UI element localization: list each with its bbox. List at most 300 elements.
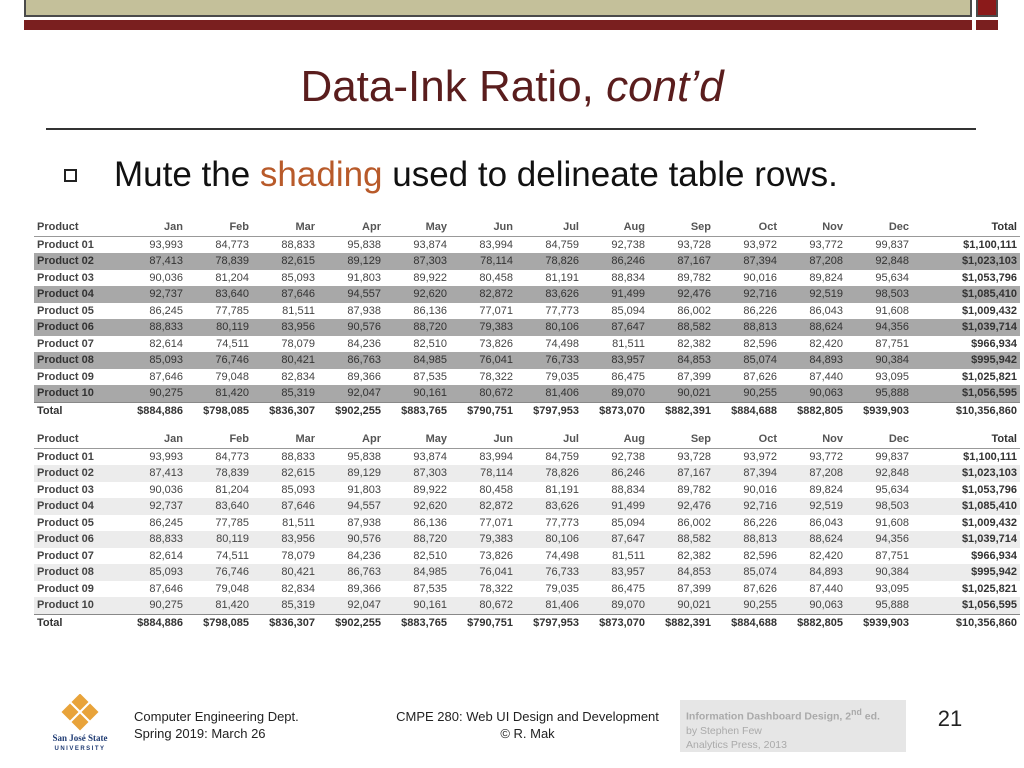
footer-course: CMPE 280: Web UI Design and Development bbox=[396, 709, 659, 724]
month-value-cell: 87,394 bbox=[714, 465, 780, 482]
column-total-cell: $902,255 bbox=[318, 402, 384, 419]
month-value-cell: 76,746 bbox=[186, 564, 252, 581]
month-value-cell: 87,938 bbox=[318, 303, 384, 320]
month-value-cell: 90,275 bbox=[120, 597, 186, 614]
product-name-cell: Product 03 bbox=[34, 482, 120, 499]
month-value-cell: 83,957 bbox=[582, 352, 648, 369]
row-total-cell: $1,053,796 bbox=[912, 482, 1020, 499]
month-value-cell: 93,772 bbox=[780, 236, 846, 253]
column-total-cell: $836,307 bbox=[252, 402, 318, 419]
month-value-cell: 95,838 bbox=[318, 236, 384, 253]
month-value-cell: 81,191 bbox=[516, 270, 582, 287]
product-name-cell: Product 07 bbox=[34, 548, 120, 565]
month-value-cell: 87,535 bbox=[384, 369, 450, 386]
column-header: Jul bbox=[516, 431, 582, 448]
row-total-cell: $995,942 bbox=[912, 564, 1020, 581]
table-row bbox=[34, 482, 1020, 499]
month-value-cell: 93,972 bbox=[714, 236, 780, 253]
row-total-cell: $1,056,595 bbox=[912, 597, 1020, 614]
column-total-cell: $882,391 bbox=[648, 614, 714, 631]
month-value-cell: 90,161 bbox=[384, 597, 450, 614]
month-value-cell: 92,519 bbox=[780, 498, 846, 515]
month-value-cell: 87,647 bbox=[582, 531, 648, 548]
month-value-cell: 92,716 bbox=[714, 498, 780, 515]
month-value-cell: 84,985 bbox=[384, 564, 450, 581]
month-value-cell: 88,720 bbox=[384, 319, 450, 336]
month-value-cell: 87,167 bbox=[648, 465, 714, 482]
row-total-cell: $1,009,432 bbox=[912, 515, 1020, 532]
product-name-cell: Product 01 bbox=[34, 448, 120, 465]
month-value-cell: 90,036 bbox=[120, 270, 186, 287]
month-value-cell: 81,511 bbox=[582, 336, 648, 353]
month-value-cell: 98,503 bbox=[846, 286, 912, 303]
month-value-cell: 80,106 bbox=[516, 319, 582, 336]
month-value-cell: 92,476 bbox=[648, 286, 714, 303]
month-value-cell: 88,813 bbox=[714, 531, 780, 548]
bullet-text bbox=[114, 155, 838, 195]
slide-title bbox=[0, 62, 1024, 112]
column-header: Mar bbox=[252, 431, 318, 448]
month-value-cell: 83,626 bbox=[516, 286, 582, 303]
footer-term: Spring 2019: March 26 bbox=[134, 726, 266, 741]
month-value-cell: 77,071 bbox=[450, 515, 516, 532]
month-value-cell: 86,043 bbox=[780, 515, 846, 532]
month-value-cell: 89,824 bbox=[780, 270, 846, 287]
product-name-cell: Product 08 bbox=[34, 352, 120, 369]
month-value-cell: 87,938 bbox=[318, 515, 384, 532]
month-value-cell: 86,246 bbox=[582, 253, 648, 270]
table-row bbox=[34, 515, 1020, 532]
month-value-cell: 82,834 bbox=[252, 369, 318, 386]
month-value-cell: 83,640 bbox=[186, 286, 252, 303]
month-value-cell: 87,167 bbox=[648, 253, 714, 270]
month-value-cell: 86,136 bbox=[384, 303, 450, 320]
month-value-cell: 80,119 bbox=[186, 531, 252, 548]
month-value-cell: 86,245 bbox=[120, 303, 186, 320]
row-total-cell: $1,056,595 bbox=[912, 385, 1020, 402]
product-name-cell: Product 04 bbox=[34, 498, 120, 515]
table-row bbox=[34, 498, 1020, 515]
month-value-cell: 88,624 bbox=[780, 531, 846, 548]
month-value-cell: 95,634 bbox=[846, 270, 912, 287]
bullet-highlight-word: shading bbox=[259, 155, 383, 194]
month-value-cell: 82,834 bbox=[252, 581, 318, 598]
month-value-cell: 84,773 bbox=[186, 236, 252, 253]
month-value-cell: 94,557 bbox=[318, 498, 384, 515]
month-value-cell: 90,161 bbox=[384, 385, 450, 402]
month-value-cell: 82,872 bbox=[450, 286, 516, 303]
row-total-cell: $966,934 bbox=[912, 336, 1020, 353]
ref-title bbox=[686, 705, 900, 724]
ref-publisher: Analytics Press, 2013 bbox=[686, 738, 787, 751]
month-value-cell: 85,319 bbox=[252, 597, 318, 614]
month-value-cell: 89,366 bbox=[318, 369, 384, 386]
month-value-cell: 78,839 bbox=[186, 253, 252, 270]
column-header: Sep bbox=[648, 431, 714, 448]
month-value-cell: 90,576 bbox=[318, 319, 384, 336]
month-value-cell: 79,035 bbox=[516, 581, 582, 598]
month-value-cell: 82,614 bbox=[120, 336, 186, 353]
column-total-cell: $873,070 bbox=[582, 402, 648, 419]
month-value-cell: 92,738 bbox=[582, 448, 648, 465]
column-header: Oct bbox=[714, 431, 780, 448]
total-label-cell: Total bbox=[34, 402, 120, 419]
month-value-cell: 99,837 bbox=[846, 236, 912, 253]
month-value-cell: 83,994 bbox=[450, 448, 516, 465]
table-row bbox=[34, 270, 1020, 287]
month-value-cell: 80,458 bbox=[450, 482, 516, 499]
month-value-cell: 84,236 bbox=[318, 548, 384, 565]
month-value-cell: 92,737 bbox=[120, 286, 186, 303]
table-row bbox=[34, 319, 1020, 336]
month-value-cell: 99,837 bbox=[846, 448, 912, 465]
month-value-cell: 88,720 bbox=[384, 531, 450, 548]
month-value-cell: 95,888 bbox=[846, 597, 912, 614]
row-total-cell: $1,009,432 bbox=[912, 303, 1020, 320]
column-total-cell: $790,751 bbox=[450, 402, 516, 419]
footer-author: © R. Mak bbox=[500, 726, 555, 741]
footer-reference-box bbox=[680, 700, 906, 752]
table-header-row bbox=[34, 219, 1020, 236]
month-value-cell: 87,751 bbox=[846, 336, 912, 353]
table-muted-shading bbox=[34, 431, 1020, 631]
month-value-cell: 93,728 bbox=[648, 448, 714, 465]
month-value-cell: 95,634 bbox=[846, 482, 912, 499]
column-header: Aug bbox=[582, 219, 648, 236]
month-value-cell: 87,399 bbox=[648, 369, 714, 386]
month-value-cell: 90,063 bbox=[780, 597, 846, 614]
table-row bbox=[34, 548, 1020, 565]
month-value-cell: 88,833 bbox=[252, 236, 318, 253]
column-header: Total bbox=[912, 431, 1020, 448]
month-value-cell: 87,751 bbox=[846, 548, 912, 565]
month-value-cell: 81,406 bbox=[516, 597, 582, 614]
month-value-cell: 90,036 bbox=[120, 482, 186, 499]
slide-title-italic: cont’d bbox=[606, 62, 724, 111]
month-value-cell: 86,475 bbox=[582, 581, 648, 598]
table-row bbox=[34, 336, 1020, 353]
top-decor-bar bbox=[24, 0, 972, 17]
product-name-cell: Product 10 bbox=[34, 385, 120, 402]
month-value-cell: 85,093 bbox=[252, 270, 318, 287]
product-name-cell: Product 06 bbox=[34, 531, 120, 548]
month-value-cell: 92,519 bbox=[780, 286, 846, 303]
month-value-cell: 94,356 bbox=[846, 531, 912, 548]
column-total-cell: $882,391 bbox=[648, 402, 714, 419]
month-value-cell: 98,503 bbox=[846, 498, 912, 515]
month-value-cell: 85,074 bbox=[714, 564, 780, 581]
month-value-cell: 87,440 bbox=[780, 369, 846, 386]
product-name-cell: Product 02 bbox=[34, 465, 120, 482]
column-total-cell: $790,751 bbox=[450, 614, 516, 631]
month-value-cell: 86,763 bbox=[318, 564, 384, 581]
month-value-cell: 86,245 bbox=[120, 515, 186, 532]
month-value-cell: 89,824 bbox=[780, 482, 846, 499]
month-value-cell: 87,646 bbox=[120, 369, 186, 386]
column-header: Nov bbox=[780, 219, 846, 236]
month-value-cell: 84,893 bbox=[780, 352, 846, 369]
product-name-cell: Product 06 bbox=[34, 319, 120, 336]
month-value-cell: 85,074 bbox=[714, 352, 780, 369]
top-decor-line bbox=[24, 20, 972, 30]
month-value-cell: 92,620 bbox=[384, 498, 450, 515]
month-value-cell: 87,646 bbox=[252, 286, 318, 303]
month-value-cell: 74,511 bbox=[186, 336, 252, 353]
footer-left bbox=[134, 708, 299, 742]
month-value-cell: 83,640 bbox=[186, 498, 252, 515]
table-row bbox=[34, 286, 1020, 303]
month-value-cell: 82,510 bbox=[384, 336, 450, 353]
month-value-cell: 86,763 bbox=[318, 352, 384, 369]
month-value-cell: 79,048 bbox=[186, 369, 252, 386]
month-value-cell: 87,208 bbox=[780, 465, 846, 482]
month-value-cell: 78,079 bbox=[252, 548, 318, 565]
month-value-cell: 83,994 bbox=[450, 236, 516, 253]
total-label-cell: Total bbox=[34, 614, 120, 631]
month-value-cell: 78,826 bbox=[516, 253, 582, 270]
month-value-cell: 86,475 bbox=[582, 369, 648, 386]
month-value-cell: 94,356 bbox=[846, 319, 912, 336]
month-value-cell: 74,498 bbox=[516, 336, 582, 353]
column-total-cell: $798,085 bbox=[186, 402, 252, 419]
month-value-cell: 79,048 bbox=[186, 581, 252, 598]
month-value-cell: 82,510 bbox=[384, 548, 450, 565]
month-value-cell: 86,136 bbox=[384, 515, 450, 532]
month-value-cell: 82,420 bbox=[780, 548, 846, 565]
month-value-cell: 76,733 bbox=[516, 352, 582, 369]
table-row bbox=[34, 303, 1020, 320]
month-value-cell: 90,016 bbox=[714, 270, 780, 287]
month-value-cell: 80,672 bbox=[450, 597, 516, 614]
column-header: Apr bbox=[318, 219, 384, 236]
month-value-cell: 76,041 bbox=[450, 564, 516, 581]
footer-dept: Computer Engineering Dept. bbox=[134, 709, 299, 724]
month-value-cell: 81,406 bbox=[516, 385, 582, 402]
month-value-cell: 82,596 bbox=[714, 336, 780, 353]
month-value-cell: 87,646 bbox=[120, 581, 186, 598]
month-value-cell: 81,511 bbox=[582, 548, 648, 565]
month-value-cell: 80,421 bbox=[252, 352, 318, 369]
column-header: Feb bbox=[186, 219, 252, 236]
column-header: Nov bbox=[780, 431, 846, 448]
title-divider bbox=[46, 128, 976, 130]
month-value-cell: 90,576 bbox=[318, 531, 384, 548]
month-value-cell: 80,106 bbox=[516, 531, 582, 548]
month-value-cell: 89,922 bbox=[384, 270, 450, 287]
month-value-cell: 92,716 bbox=[714, 286, 780, 303]
month-value-cell: 82,596 bbox=[714, 548, 780, 565]
month-value-cell: 93,728 bbox=[648, 236, 714, 253]
row-total-cell: $1,039,714 bbox=[912, 319, 1020, 336]
month-value-cell: 89,782 bbox=[648, 270, 714, 287]
month-value-cell: 87,626 bbox=[714, 369, 780, 386]
bullet-square-icon bbox=[64, 169, 77, 182]
ref-title-end: ed. bbox=[861, 710, 880, 723]
month-value-cell: 83,956 bbox=[252, 319, 318, 336]
column-total-cell: $797,953 bbox=[516, 614, 582, 631]
month-value-cell: 84,893 bbox=[780, 564, 846, 581]
month-value-cell: 78,114 bbox=[450, 465, 516, 482]
month-value-cell: 73,826 bbox=[450, 336, 516, 353]
month-value-cell: 89,129 bbox=[318, 253, 384, 270]
month-value-cell: 88,834 bbox=[582, 270, 648, 287]
month-value-cell: 93,993 bbox=[120, 236, 186, 253]
month-value-cell: 82,872 bbox=[450, 498, 516, 515]
month-value-cell: 87,303 bbox=[384, 253, 450, 270]
table-total-row bbox=[34, 614, 1020, 631]
month-value-cell: 74,511 bbox=[186, 548, 252, 565]
month-value-cell: 85,094 bbox=[582, 303, 648, 320]
month-value-cell: 93,874 bbox=[384, 448, 450, 465]
month-value-cell: 79,383 bbox=[450, 531, 516, 548]
month-value-cell: 79,383 bbox=[450, 319, 516, 336]
month-value-cell: 88,833 bbox=[120, 319, 186, 336]
row-total-cell: $1,100,111 bbox=[912, 236, 1020, 253]
month-value-cell: 89,782 bbox=[648, 482, 714, 499]
month-value-cell: 90,255 bbox=[714, 385, 780, 402]
month-value-cell: 89,070 bbox=[582, 385, 648, 402]
column-header: Feb bbox=[186, 431, 252, 448]
column-total-cell: $882,805 bbox=[780, 614, 846, 631]
month-value-cell: 88,833 bbox=[252, 448, 318, 465]
column-header: Dec bbox=[846, 219, 912, 236]
month-value-cell: 93,972 bbox=[714, 448, 780, 465]
month-value-cell: 86,043 bbox=[780, 303, 846, 320]
column-total-cell: $882,805 bbox=[780, 402, 846, 419]
row-total-cell: $995,942 bbox=[912, 352, 1020, 369]
month-value-cell: 91,803 bbox=[318, 482, 384, 499]
column-total-cell: $836,307 bbox=[252, 614, 318, 631]
month-value-cell: 90,384 bbox=[846, 564, 912, 581]
product-name-cell: Product 05 bbox=[34, 515, 120, 532]
month-value-cell: 81,420 bbox=[186, 385, 252, 402]
month-value-cell: 81,511 bbox=[252, 303, 318, 320]
month-value-cell: 87,440 bbox=[780, 581, 846, 598]
row-total-cell: $1,053,796 bbox=[912, 270, 1020, 287]
footer-center bbox=[380, 708, 675, 742]
month-value-cell: 80,421 bbox=[252, 564, 318, 581]
corner-decor-box bbox=[976, 0, 998, 17]
month-value-cell: 86,002 bbox=[648, 515, 714, 532]
month-value-cell: 93,874 bbox=[384, 236, 450, 253]
row-total-cell: $1,085,410 bbox=[912, 286, 1020, 303]
product-name-cell: Product 01 bbox=[34, 236, 120, 253]
month-value-cell: 81,204 bbox=[186, 270, 252, 287]
column-total-cell: $883,765 bbox=[384, 614, 450, 631]
table-total-row bbox=[34, 402, 1020, 419]
month-value-cell: 78,826 bbox=[516, 465, 582, 482]
month-value-cell: 93,095 bbox=[846, 369, 912, 386]
table-row bbox=[34, 581, 1020, 598]
row-total-cell: $1,023,103 bbox=[912, 465, 1020, 482]
column-header: Jan bbox=[120, 219, 186, 236]
month-value-cell: 83,956 bbox=[252, 531, 318, 548]
month-value-cell: 89,070 bbox=[582, 597, 648, 614]
month-value-cell: 87,399 bbox=[648, 581, 714, 598]
sjsu-logo-icon bbox=[48, 694, 112, 752]
month-value-cell: 91,499 bbox=[582, 286, 648, 303]
column-total-cell: $884,688 bbox=[714, 614, 780, 631]
month-value-cell: 90,063 bbox=[780, 385, 846, 402]
month-value-cell: 86,226 bbox=[714, 303, 780, 320]
table-row bbox=[34, 597, 1020, 614]
month-value-cell: 73,826 bbox=[450, 548, 516, 565]
month-value-cell: 92,738 bbox=[582, 236, 648, 253]
month-value-cell: 84,985 bbox=[384, 352, 450, 369]
month-value-cell: 90,016 bbox=[714, 482, 780, 499]
row-total-cell: $1,025,821 bbox=[912, 581, 1020, 598]
ref-title-text: Information Dashboard Design, 2 bbox=[686, 710, 852, 723]
month-value-cell: 87,413 bbox=[120, 253, 186, 270]
month-value-cell: 93,993 bbox=[120, 448, 186, 465]
ref-title-sup: nd bbox=[851, 707, 862, 717]
column-total-cell: $939,903 bbox=[846, 402, 912, 419]
column-total-cell: $884,886 bbox=[120, 614, 186, 631]
month-value-cell: 84,759 bbox=[516, 448, 582, 465]
month-value-cell: 91,608 bbox=[846, 303, 912, 320]
column-header: Dec bbox=[846, 431, 912, 448]
month-value-cell: 82,382 bbox=[648, 336, 714, 353]
month-value-cell: 87,626 bbox=[714, 581, 780, 598]
column-header: Aug bbox=[582, 431, 648, 448]
month-value-cell: 87,303 bbox=[384, 465, 450, 482]
month-value-cell: 92,047 bbox=[318, 385, 384, 402]
month-value-cell: 91,608 bbox=[846, 515, 912, 532]
month-value-cell: 83,957 bbox=[582, 564, 648, 581]
month-value-cell: 81,204 bbox=[186, 482, 252, 499]
month-value-cell: 82,382 bbox=[648, 548, 714, 565]
month-value-cell: 90,021 bbox=[648, 385, 714, 402]
month-value-cell: 77,773 bbox=[516, 303, 582, 320]
row-total-cell: $1,085,410 bbox=[912, 498, 1020, 515]
month-value-cell: 87,647 bbox=[582, 319, 648, 336]
month-value-cell: 80,119 bbox=[186, 319, 252, 336]
column-header: Oct bbox=[714, 219, 780, 236]
month-value-cell: 77,773 bbox=[516, 515, 582, 532]
row-total-cell: $1,100,111 bbox=[912, 448, 1020, 465]
month-value-cell: 87,535 bbox=[384, 581, 450, 598]
month-value-cell: 95,888 bbox=[846, 385, 912, 402]
bullet-text-post: used to delineate table rows. bbox=[382, 155, 838, 194]
month-value-cell: 93,095 bbox=[846, 581, 912, 598]
month-value-cell: 76,041 bbox=[450, 352, 516, 369]
month-value-cell: 89,129 bbox=[318, 465, 384, 482]
month-value-cell: 95,838 bbox=[318, 448, 384, 465]
month-value-cell: 78,322 bbox=[450, 369, 516, 386]
table-row bbox=[34, 564, 1020, 581]
table-row bbox=[34, 385, 1020, 402]
month-value-cell: 78,839 bbox=[186, 465, 252, 482]
column-total-cell: $883,765 bbox=[384, 402, 450, 419]
month-value-cell: 90,021 bbox=[648, 597, 714, 614]
slide-title-main: Data-Ink Ratio, bbox=[300, 62, 607, 111]
column-header: May bbox=[384, 431, 450, 448]
month-value-cell: 81,420 bbox=[186, 597, 252, 614]
month-value-cell: 88,624 bbox=[780, 319, 846, 336]
month-value-cell: 90,255 bbox=[714, 597, 780, 614]
month-value-cell: 89,922 bbox=[384, 482, 450, 499]
month-value-cell: 87,208 bbox=[780, 253, 846, 270]
row-total-cell: $966,934 bbox=[912, 548, 1020, 565]
table-heavy-shading bbox=[34, 219, 1020, 419]
month-value-cell: 76,733 bbox=[516, 564, 582, 581]
month-value-cell: 78,079 bbox=[252, 336, 318, 353]
column-total-cell: $10,356,860 bbox=[912, 402, 1020, 419]
month-value-cell: 82,420 bbox=[780, 336, 846, 353]
row-total-cell: $1,023,103 bbox=[912, 253, 1020, 270]
month-value-cell: 81,191 bbox=[516, 482, 582, 499]
product-name-cell: Product 09 bbox=[34, 581, 120, 598]
